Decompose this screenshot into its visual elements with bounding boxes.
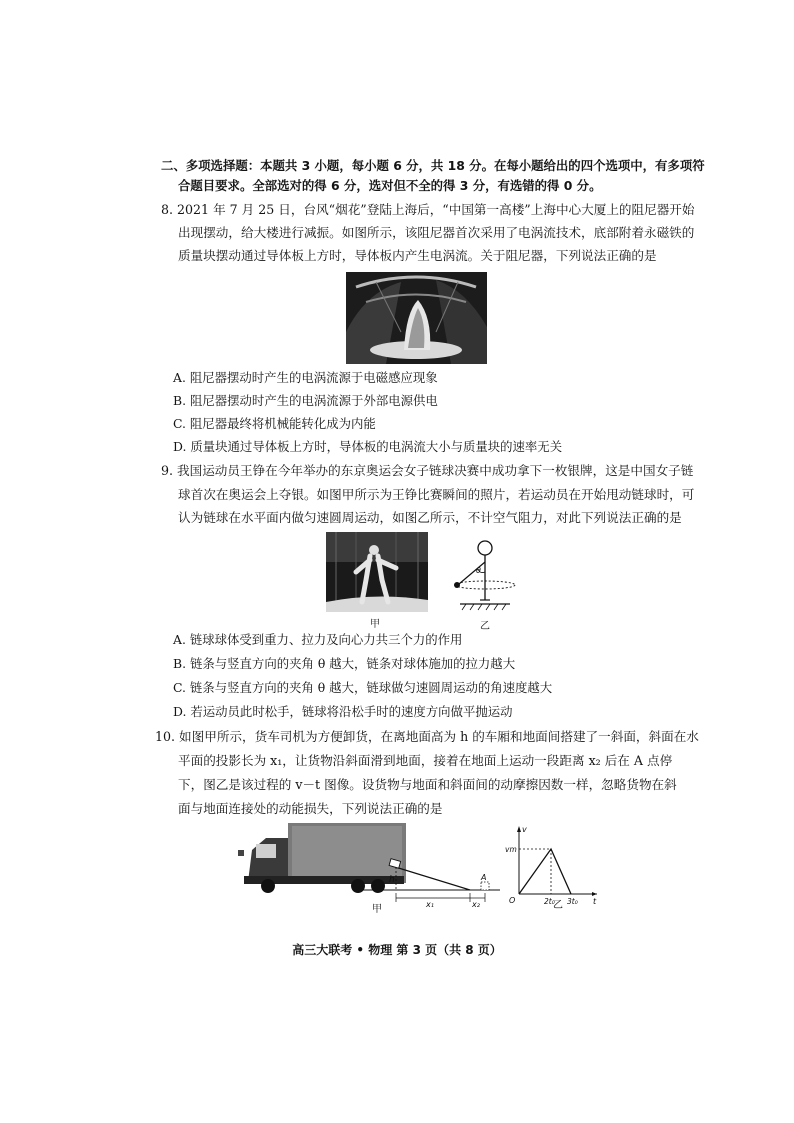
q9-option-a: A. 链球球体受到重力、拉力及向心力共三个力的作用 [173,632,463,647]
q10-graph-vm: vm [505,845,517,854]
q9-stem-line1: 9. 我国运动员王铮在今年举办的东京奥运会女子链球决赛中成功拿下一枚银牌，这是中国女子链 [161,463,694,478]
q9-option-c: C. 链条与竖直方向的夹角 θ 越大，链球做匀速圆周运动的角速度越大 [173,680,553,695]
q10-label-a: A [481,873,487,882]
q10-graph-2t0: 2t₀ [544,897,555,906]
q10-fig-yi-caption: 乙 [553,900,563,911]
truck-ramp-figure [238,820,500,908]
q10-stem-line2: 平面的投影长为 x₁，让货物沿斜面滑到地面，接着在地面上运动一段距离 x₂ 后在 A 点停 [178,753,673,768]
q9-option-d: D. 若运动员此时松手，链球将沿松手时的速度方向做平抛运动 [173,704,513,719]
page-footer: 高三大联考 • 物理 第 3 页（共 8 页） [292,943,502,957]
section-heading-line2: 合题目要求。全部选对的得 6 分，选对但不全的得 3 分，有选错的得 0 分。 [178,178,602,193]
q8-stem-line1: 8. 2021 年 7 月 25 日，台风“烟花”登陆上海后，“中国第一高楼”上海中心大厦上的阻尼器开始 [161,202,695,217]
section-heading-line1: 二、多项选择题：本题共 3 小题，每小题 6 分，共 18 分。在每小题给出的四个选项中，有多项符 [161,158,705,173]
hammer-diagram [450,538,520,616]
q10-graph-origin: O [509,896,516,905]
q8-stem-line3: 质量块摆动通过导体板上方时，导体板内产生电涡流。关于阻尼器，下列说法正确的是 [178,248,657,263]
q10-stem-line1: 10. 如图甲所示，货车司机为方便卸货，在离地面高为 h 的车厢和地面间搭建了一斜面，斜面在水 [155,729,699,744]
q9-stem-line3: 认为链球在水平面内做匀速圆周运动，如图乙所示，不计空气阻力，对此下列说法正确的是 [178,510,682,525]
q9-option-b: B. 链条与竖直方向的夹角 θ 越大，链条对球体施加的拉力越大 [173,656,516,671]
q8-option-a: A. 阻尼器摆动时产生的电涡流源于电磁感应现象 [173,370,438,385]
q10-label-x1: x₁ [426,900,434,908]
q10-stem-line3: 下，图乙是该过程的 v－t 图像。设货物与地面和斜面间的动摩擦因数一样，忽略货物在斜 [178,777,677,792]
q9-stem-line2: 球首次在奥运会上夺银。如图甲所示为王铮比赛瞬间的照片，若运动员在开始甩动链球时，可 [178,487,695,502]
hammer-throw-photo [326,532,428,612]
q10-graph-3t0: 3t₀ [567,897,578,906]
damper-photo [346,272,487,364]
q8-option-b: B. 阻尼器摆动时产生的电涡流源于外部电源供电 [173,393,438,408]
q10-label-h: h [389,875,395,885]
q8-option-d: D. 质量块通过导体板上方时，导体板的电涡流大小与质量块的速率无关 [173,439,563,454]
q8-stem-line2: 出现摆动，给大楼进行减振。如图所示，该阻尼器首次采用了电涡流技术，底部附着永磁铁的 [178,225,695,240]
q10-stem-line4: 面与地面连接处的动能损失，下列说法正确的是 [178,801,443,816]
q10-label-x2: x₂ [472,900,480,908]
q10-graph-t: t [593,897,597,906]
q10-fig-jia-caption: 甲 [372,904,382,915]
q9-fig-jia-caption: 甲 [370,619,380,630]
q10-graph-v: v [522,825,527,834]
q8-option-c: C. 阻尼器最终将机械能转化成为内能 [173,416,376,431]
q9-fig-yi-caption: 乙 [480,621,490,632]
q9-angle-label: θ [476,566,481,575]
